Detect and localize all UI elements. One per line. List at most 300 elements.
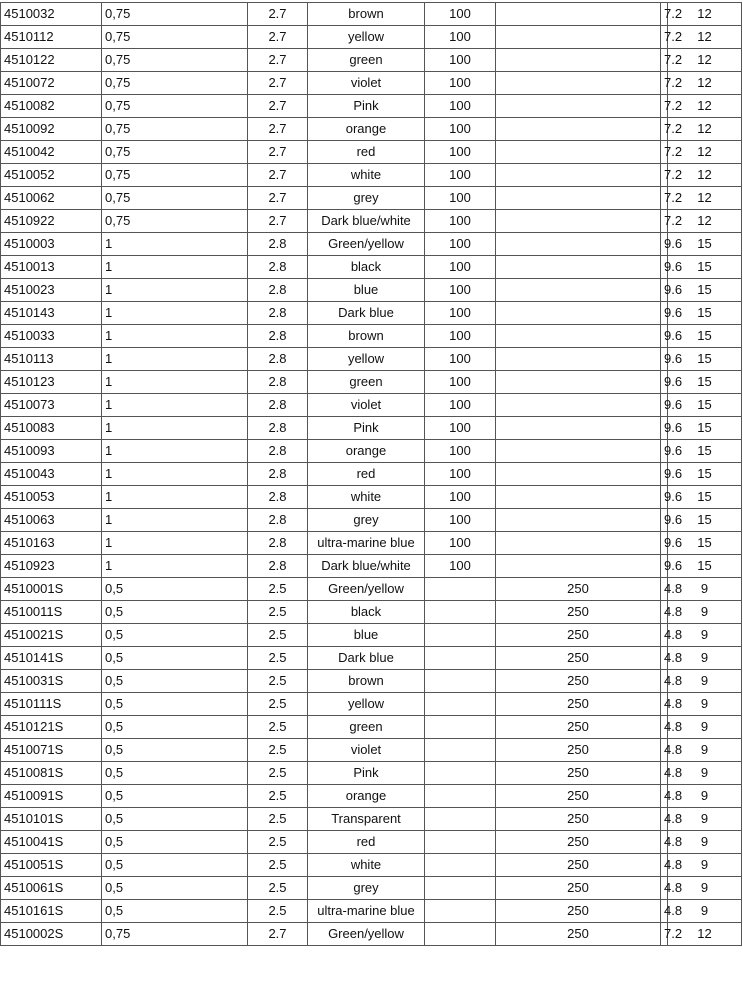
cross-section-cell: 1	[102, 394, 248, 417]
color-cell: green	[308, 371, 425, 394]
color-cell: Pink	[308, 762, 425, 785]
copper-weight-cell: 12	[668, 210, 742, 233]
copper-weight-cell: 12	[668, 118, 742, 141]
weight-cell: 7.2	[661, 95, 668, 118]
copper-weight-cell: 15	[668, 302, 742, 325]
copper-weight-cell: 15	[668, 348, 742, 371]
table-row	[1, 578, 742, 601]
package-100-cell	[425, 601, 496, 624]
package-250-cell: 250	[496, 900, 661, 923]
color-cell: brown	[308, 325, 425, 348]
article-number-cell: 4510082	[1, 95, 102, 118]
weight-cell: 9.6	[661, 325, 668, 348]
weight-cell: 4.8	[661, 854, 668, 877]
table-row	[1, 417, 742, 440]
package-250-cell	[496, 348, 661, 371]
outer-diameter-cell: 2.5	[248, 739, 308, 762]
outer-diameter-cell: 2.5	[248, 716, 308, 739]
article-number-cell: 4510023	[1, 279, 102, 302]
package-250-cell: 250	[496, 693, 661, 716]
copper-weight-cell: 9	[668, 670, 742, 693]
copper-weight-cell: 9	[668, 785, 742, 808]
article-number-cell: 4510061S	[1, 877, 102, 900]
outer-diameter-cell: 2.5	[248, 762, 308, 785]
weight-cell: 4.8	[661, 624, 668, 647]
package-100-cell	[425, 739, 496, 762]
cross-section-cell: 0,5	[102, 624, 248, 647]
copper-weight-cell: 15	[668, 509, 742, 532]
article-number-cell: 4510031S	[1, 670, 102, 693]
package-250-cell	[496, 187, 661, 210]
outer-diameter-cell: 2.5	[248, 624, 308, 647]
cross-section-cell: 1	[102, 302, 248, 325]
package-100-cell	[425, 578, 496, 601]
color-cell: Dark blue	[308, 302, 425, 325]
table-row	[1, 72, 742, 95]
copper-weight-cell: 9	[668, 601, 742, 624]
package-100-cell: 100	[425, 509, 496, 532]
cross-section-cell: 1	[102, 532, 248, 555]
cross-section-cell: 0,5	[102, 716, 248, 739]
article-number-cell: 4510081S	[1, 762, 102, 785]
color-cell: Pink	[308, 95, 425, 118]
package-100-cell	[425, 716, 496, 739]
table-row	[1, 693, 742, 716]
table-row	[1, 279, 742, 302]
copper-weight-cell: 15	[668, 486, 742, 509]
package-100-cell: 100	[425, 95, 496, 118]
package-250-cell: 250	[496, 578, 661, 601]
outer-diameter-cell: 2.7	[248, 923, 308, 946]
article-number-cell: 4510052	[1, 164, 102, 187]
outer-diameter-cell: 2.7	[248, 210, 308, 233]
article-number-cell: 4510072	[1, 72, 102, 95]
table-row	[1, 831, 742, 854]
weight-cell: 7.2	[661, 187, 668, 210]
weight-cell: 4.8	[661, 831, 668, 854]
package-250-cell: 250	[496, 739, 661, 762]
package-250-cell	[496, 463, 661, 486]
package-100-cell: 100	[425, 233, 496, 256]
color-cell: blue	[308, 624, 425, 647]
package-250-cell: 250	[496, 923, 661, 946]
outer-diameter-cell: 2.8	[248, 256, 308, 279]
table-row	[1, 486, 742, 509]
weight-cell: 9.6	[661, 371, 668, 394]
copper-weight-cell: 12	[668, 95, 742, 118]
package-100-cell: 100	[425, 371, 496, 394]
table-row	[1, 164, 742, 187]
package-250-cell	[496, 118, 661, 141]
copper-weight-cell: 9	[668, 578, 742, 601]
cross-section-cell: 1	[102, 463, 248, 486]
package-250-cell: 250	[496, 647, 661, 670]
package-100-cell: 100	[425, 555, 496, 578]
color-cell: white	[308, 164, 425, 187]
cross-section-cell: 1	[102, 509, 248, 532]
package-100-cell: 100	[425, 26, 496, 49]
package-100-cell: 100	[425, 187, 496, 210]
weight-cell: 7.2	[661, 3, 668, 26]
article-number-cell: 4510093	[1, 440, 102, 463]
package-250-cell: 250	[496, 762, 661, 785]
article-number-cell: 4510043	[1, 463, 102, 486]
cross-section-cell: 0,75	[102, 72, 248, 95]
package-100-cell	[425, 624, 496, 647]
color-cell: blue	[308, 279, 425, 302]
outer-diameter-cell: 2.7	[248, 164, 308, 187]
package-100-cell	[425, 693, 496, 716]
weight-cell: 7.2	[661, 26, 668, 49]
package-250-cell	[496, 141, 661, 164]
outer-diameter-cell: 2.5	[248, 808, 308, 831]
table-row	[1, 95, 742, 118]
cross-section-cell: 0,5	[102, 670, 248, 693]
color-cell: orange	[308, 785, 425, 808]
color-cell: red	[308, 463, 425, 486]
table-row	[1, 555, 742, 578]
table-row	[1, 440, 742, 463]
article-number-cell: 4510922	[1, 210, 102, 233]
outer-diameter-cell: 2.7	[248, 26, 308, 49]
weight-cell: 4.8	[661, 670, 668, 693]
weight-cell: 9.6	[661, 256, 668, 279]
outer-diameter-cell: 2.5	[248, 578, 308, 601]
package-100-cell: 100	[425, 463, 496, 486]
copper-weight-cell: 9	[668, 831, 742, 854]
package-250-cell: 250	[496, 624, 661, 647]
outer-diameter-cell: 2.7	[248, 118, 308, 141]
cross-section-cell: 1	[102, 279, 248, 302]
color-cell: orange	[308, 440, 425, 463]
outer-diameter-cell: 2.5	[248, 601, 308, 624]
article-number-cell: 4510091S	[1, 785, 102, 808]
package-250-cell	[496, 394, 661, 417]
cross-section-cell: 0,5	[102, 739, 248, 762]
package-250-cell: 250	[496, 716, 661, 739]
cross-section-cell: 1	[102, 555, 248, 578]
package-100-cell	[425, 831, 496, 854]
article-number-cell: 4510141S	[1, 647, 102, 670]
package-250-cell	[496, 95, 661, 118]
article-number-cell: 4510041S	[1, 831, 102, 854]
outer-diameter-cell: 2.5	[248, 785, 308, 808]
article-number-cell: 4510063	[1, 509, 102, 532]
cross-section-cell: 0,5	[102, 808, 248, 831]
copper-weight-cell: 15	[668, 279, 742, 302]
table-row	[1, 26, 742, 49]
weight-cell: 4.8	[661, 785, 668, 808]
table-row	[1, 210, 742, 233]
package-100-cell: 100	[425, 164, 496, 187]
cross-section-cell: 1	[102, 440, 248, 463]
outer-diameter-cell: 2.8	[248, 486, 308, 509]
package-250-cell	[496, 440, 661, 463]
package-250-cell	[496, 509, 661, 532]
color-cell: Dark blue/white	[308, 555, 425, 578]
weight-cell: 9.6	[661, 417, 668, 440]
cross-section-cell: 1	[102, 417, 248, 440]
color-cell: Dark blue	[308, 647, 425, 670]
outer-diameter-cell: 2.8	[248, 279, 308, 302]
copper-weight-cell: 12	[668, 3, 742, 26]
table-row	[1, 233, 742, 256]
article-number-cell: 4510122	[1, 49, 102, 72]
weight-cell: 7.2	[661, 164, 668, 187]
table-row	[1, 532, 742, 555]
outer-diameter-cell: 2.8	[248, 463, 308, 486]
article-number-cell: 4510083	[1, 417, 102, 440]
package-100-cell: 100	[425, 394, 496, 417]
package-100-cell	[425, 877, 496, 900]
color-cell: grey	[308, 877, 425, 900]
package-250-cell	[496, 325, 661, 348]
table-row	[1, 923, 742, 946]
package-100-cell: 100	[425, 486, 496, 509]
package-100-cell: 100	[425, 440, 496, 463]
table-row	[1, 49, 742, 72]
outer-diameter-cell: 2.8	[248, 440, 308, 463]
copper-weight-cell: 12	[668, 141, 742, 164]
cross-section-cell: 0,75	[102, 141, 248, 164]
cross-section-cell: 1	[102, 348, 248, 371]
package-100-cell: 100	[425, 49, 496, 72]
color-cell: brown	[308, 3, 425, 26]
color-cell: Transparent	[308, 808, 425, 831]
copper-weight-cell: 9	[668, 808, 742, 831]
weight-cell: 7.2	[661, 141, 668, 164]
article-number-cell: 4510923	[1, 555, 102, 578]
color-cell: yellow	[308, 26, 425, 49]
copper-weight-cell: 15	[668, 394, 742, 417]
weight-cell: 7.2	[661, 923, 668, 946]
copper-weight-cell: 15	[668, 532, 742, 555]
package-100-cell: 100	[425, 72, 496, 95]
color-cell: white	[308, 486, 425, 509]
package-250-cell	[496, 233, 661, 256]
copper-weight-cell: 15	[668, 233, 742, 256]
table-row	[1, 371, 742, 394]
table-row	[1, 3, 742, 26]
copper-weight-cell: 15	[668, 325, 742, 348]
color-cell: yellow	[308, 693, 425, 716]
package-250-cell	[496, 555, 661, 578]
table-row	[1, 348, 742, 371]
package-100-cell	[425, 854, 496, 877]
copper-weight-cell: 15	[668, 417, 742, 440]
table-row	[1, 325, 742, 348]
package-250-cell: 250	[496, 785, 661, 808]
article-number-cell: 4510113	[1, 348, 102, 371]
article-number-cell: 4510062	[1, 187, 102, 210]
cross-section-cell: 0,75	[102, 187, 248, 210]
color-cell: brown	[308, 670, 425, 693]
cross-section-cell: 0,75	[102, 95, 248, 118]
cross-section-cell: 0,5	[102, 877, 248, 900]
table-row	[1, 900, 742, 923]
package-250-cell	[496, 164, 661, 187]
copper-weight-cell: 12	[668, 187, 742, 210]
color-cell: ultra-marine blue	[308, 532, 425, 555]
weight-cell: 9.6	[661, 302, 668, 325]
outer-diameter-cell: 2.7	[248, 72, 308, 95]
color-cell: violet	[308, 394, 425, 417]
outer-diameter-cell: 2.5	[248, 831, 308, 854]
weight-cell: 7.2	[661, 72, 668, 95]
package-100-cell: 100	[425, 210, 496, 233]
cross-section-cell: 0,5	[102, 785, 248, 808]
cross-section-cell: 0,75	[102, 210, 248, 233]
outer-diameter-cell: 2.7	[248, 3, 308, 26]
table-row	[1, 394, 742, 417]
copper-weight-cell: 9	[668, 624, 742, 647]
color-cell: Green/yellow	[308, 233, 425, 256]
table-row	[1, 187, 742, 210]
color-cell: green	[308, 49, 425, 72]
article-number-cell: 4510042	[1, 141, 102, 164]
article-number-cell: 4510011S	[1, 601, 102, 624]
outer-diameter-cell: 2.7	[248, 187, 308, 210]
article-number-cell: 4510092	[1, 118, 102, 141]
package-250-cell: 250	[496, 808, 661, 831]
outer-diameter-cell: 2.7	[248, 95, 308, 118]
outer-diameter-cell: 2.5	[248, 877, 308, 900]
color-cell: white	[308, 854, 425, 877]
copper-weight-cell: 15	[668, 256, 742, 279]
package-100-cell: 100	[425, 325, 496, 348]
table-row	[1, 624, 742, 647]
package-250-cell	[496, 72, 661, 95]
weight-cell: 9.6	[661, 463, 668, 486]
product-table	[0, 2, 742, 946]
weight-cell: 9.6	[661, 486, 668, 509]
color-cell: violet	[308, 739, 425, 762]
package-250-cell	[496, 371, 661, 394]
color-cell: green	[308, 716, 425, 739]
weight-cell: 9.6	[661, 348, 668, 371]
weight-cell: 9.6	[661, 555, 668, 578]
copper-weight-cell: 9	[668, 647, 742, 670]
weight-cell: 4.8	[661, 578, 668, 601]
package-100-cell	[425, 762, 496, 785]
article-number-cell: 4510101S	[1, 808, 102, 831]
outer-diameter-cell: 2.8	[248, 325, 308, 348]
package-100-cell: 100	[425, 348, 496, 371]
table-row	[1, 601, 742, 624]
copper-weight-cell: 12	[668, 49, 742, 72]
table-body	[1, 3, 742, 946]
copper-weight-cell: 12	[668, 72, 742, 95]
color-cell: grey	[308, 187, 425, 210]
package-100-cell: 100	[425, 118, 496, 141]
copper-weight-cell: 15	[668, 555, 742, 578]
weight-cell: 7.2	[661, 49, 668, 72]
weight-cell: 9.6	[661, 233, 668, 256]
outer-diameter-cell: 2.5	[248, 647, 308, 670]
outer-diameter-cell: 2.8	[248, 348, 308, 371]
cross-section-cell: 0,5	[102, 762, 248, 785]
package-250-cell	[496, 486, 661, 509]
cross-section-cell: 0,75	[102, 164, 248, 187]
package-100-cell: 100	[425, 279, 496, 302]
cross-section-cell: 0,5	[102, 831, 248, 854]
package-100-cell	[425, 785, 496, 808]
copper-weight-cell: 9	[668, 716, 742, 739]
table-row	[1, 877, 742, 900]
table-row	[1, 509, 742, 532]
outer-diameter-cell: 2.5	[248, 693, 308, 716]
article-number-cell: 4510163	[1, 532, 102, 555]
weight-cell: 9.6	[661, 532, 668, 555]
package-250-cell	[496, 256, 661, 279]
weight-cell: 9.6	[661, 394, 668, 417]
cross-section-cell: 1	[102, 325, 248, 348]
color-cell: grey	[308, 509, 425, 532]
weight-cell: 4.8	[661, 762, 668, 785]
article-number-cell: 4510002S	[1, 923, 102, 946]
table-row	[1, 256, 742, 279]
package-100-cell	[425, 923, 496, 946]
cross-section-cell: 0,5	[102, 601, 248, 624]
color-cell: orange	[308, 118, 425, 141]
outer-diameter-cell: 2.8	[248, 532, 308, 555]
color-cell: Pink	[308, 417, 425, 440]
article-number-cell: 4510143	[1, 302, 102, 325]
article-number-cell: 4510112	[1, 26, 102, 49]
article-number-cell: 4510003	[1, 233, 102, 256]
weight-cell: 4.8	[661, 693, 668, 716]
article-number-cell: 4510021S	[1, 624, 102, 647]
package-250-cell	[496, 3, 661, 26]
color-cell: yellow	[308, 348, 425, 371]
cross-section-cell: 0,5	[102, 578, 248, 601]
cross-section-cell: 0,75	[102, 118, 248, 141]
package-250-cell	[496, 26, 661, 49]
package-100-cell: 100	[425, 417, 496, 440]
cross-section-cell: 0,75	[102, 49, 248, 72]
copper-weight-cell: 12	[668, 164, 742, 187]
table-row	[1, 302, 742, 325]
article-number-cell: 4510071S	[1, 739, 102, 762]
outer-diameter-cell: 2.7	[248, 49, 308, 72]
weight-cell: 4.8	[661, 900, 668, 923]
copper-weight-cell: 15	[668, 371, 742, 394]
package-100-cell	[425, 808, 496, 831]
outer-diameter-cell: 2.8	[248, 371, 308, 394]
outer-diameter-cell: 2.8	[248, 394, 308, 417]
cross-section-cell: 1	[102, 486, 248, 509]
copper-weight-cell: 9	[668, 693, 742, 716]
table-row	[1, 808, 742, 831]
package-250-cell: 250	[496, 854, 661, 877]
weight-cell: 9.6	[661, 509, 668, 532]
weight-cell: 9.6	[661, 279, 668, 302]
copper-weight-cell: 12	[668, 923, 742, 946]
outer-diameter-cell: 2.8	[248, 555, 308, 578]
outer-diameter-cell: 2.8	[248, 233, 308, 256]
table-row	[1, 762, 742, 785]
cross-section-cell: 0,75	[102, 923, 248, 946]
weight-cell: 7.2	[661, 210, 668, 233]
package-250-cell	[496, 417, 661, 440]
weight-cell: 4.8	[661, 739, 668, 762]
copper-weight-cell: 9	[668, 739, 742, 762]
copper-weight-cell: 15	[668, 440, 742, 463]
package-100-cell: 100	[425, 141, 496, 164]
copper-weight-cell: 12	[668, 26, 742, 49]
cross-section-cell: 0,5	[102, 854, 248, 877]
package-100-cell: 100	[425, 256, 496, 279]
